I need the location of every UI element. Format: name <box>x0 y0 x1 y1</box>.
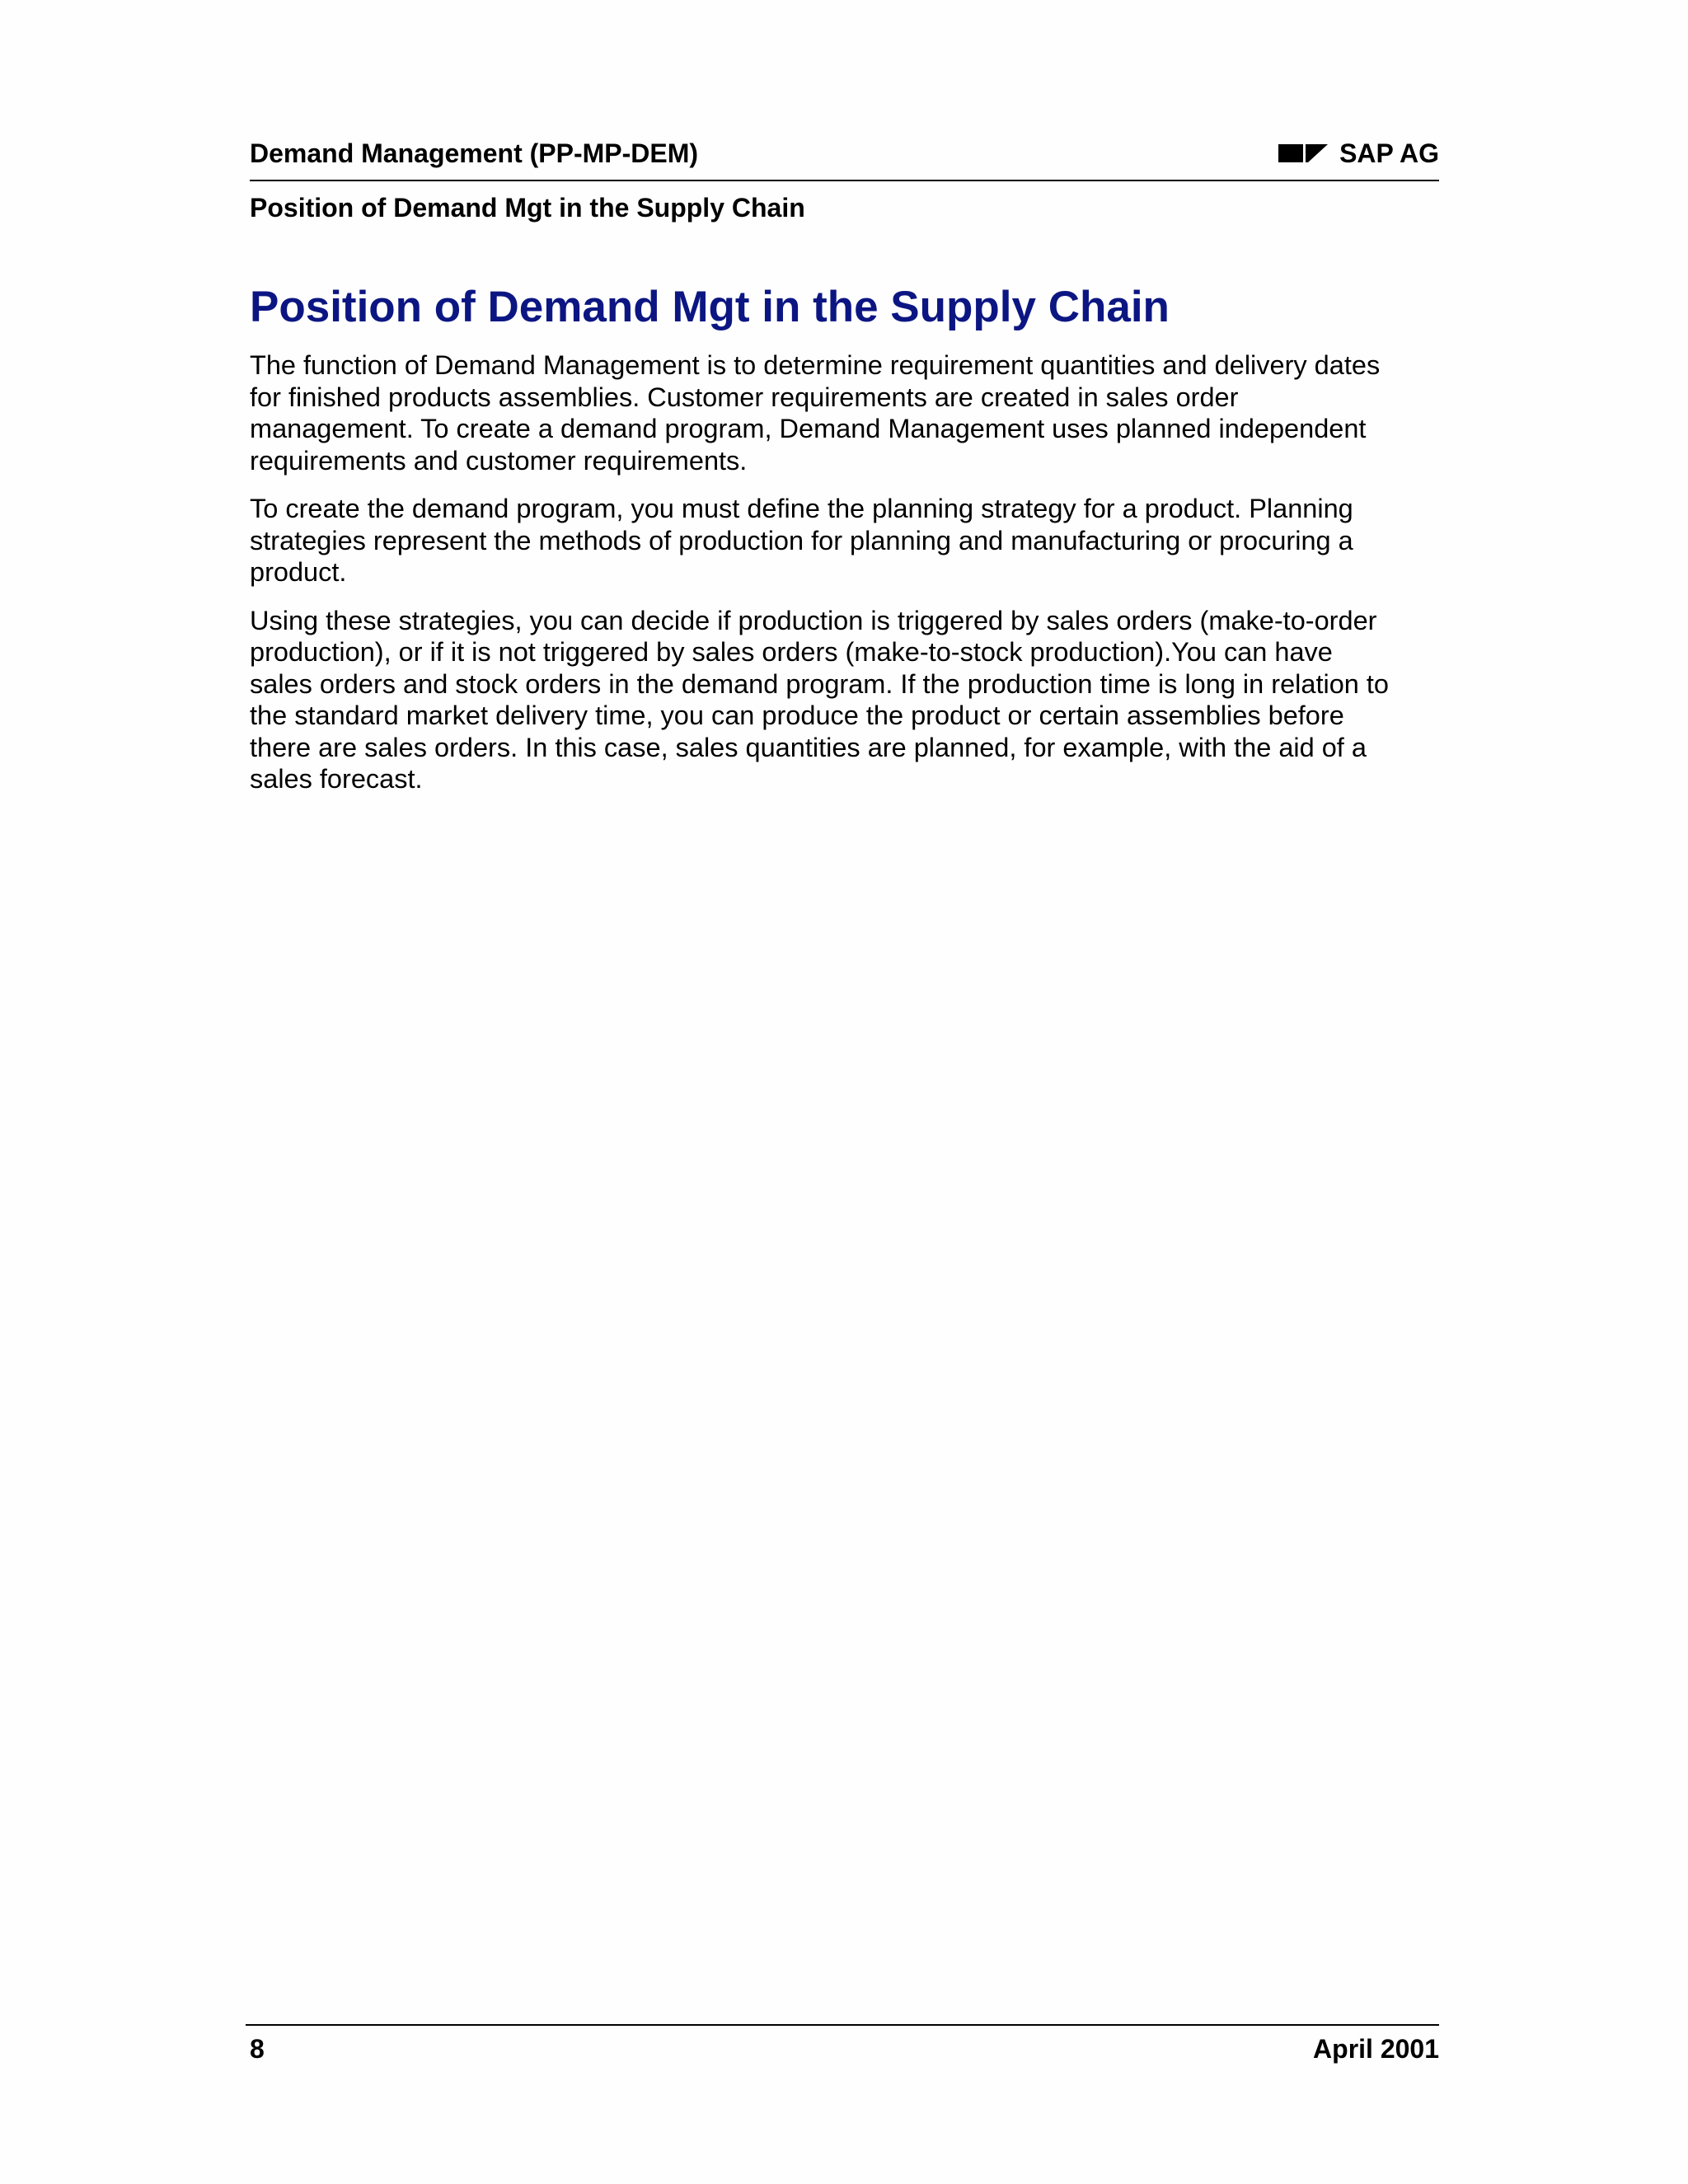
page-header <box>250 134 1439 181</box>
paragraph: Using these strategies, you can decide if production is triggered by sales orders (make-to-order production), or if it is not triggered by sales orders (make-to-stock production).You can have sales orders and stock orders in the demand program. If the production time is long in relation to the standard market delivery time, you can produce the product or certain assemblies before there are sales orders. In this case, sales quantities are planned, for example, with the aid of a sales forecast. <box>250 605 1389 794</box>
page-title: Position of Demand Mgt in the Supply Chain <box>250 283 1170 331</box>
brand-name: SAP AG <box>1339 138 1439 168</box>
running-head: Position of Demand Mgt in the Supply Chain <box>250 193 805 223</box>
footer-date: April 2001 <box>1313 2034 1439 2064</box>
sap-logo-icon <box>1278 143 1328 164</box>
paragraph: To create the demand program, you must define the planning strategy for a product. Planning strategies represent the methods of production for planning and manufacturing or procuring a product. <box>250 494 1353 587</box>
paragraph: The function of Demand Management is to determine requirement quantities and delivery dates for finished products assemblies. Customer requirements are created in sales order management. To create a demand program, Demand Management uses planned independent requirements and customer requirements. <box>250 350 1381 476</box>
page-footer <box>246 2024 1439 2062</box>
header-title: Demand Management (PP-MP-DEM) <box>250 138 699 168</box>
page-number: 8 <box>250 2034 265 2064</box>
body-text <box>250 349 1445 812</box>
header-brand <box>1278 138 1439 168</box>
